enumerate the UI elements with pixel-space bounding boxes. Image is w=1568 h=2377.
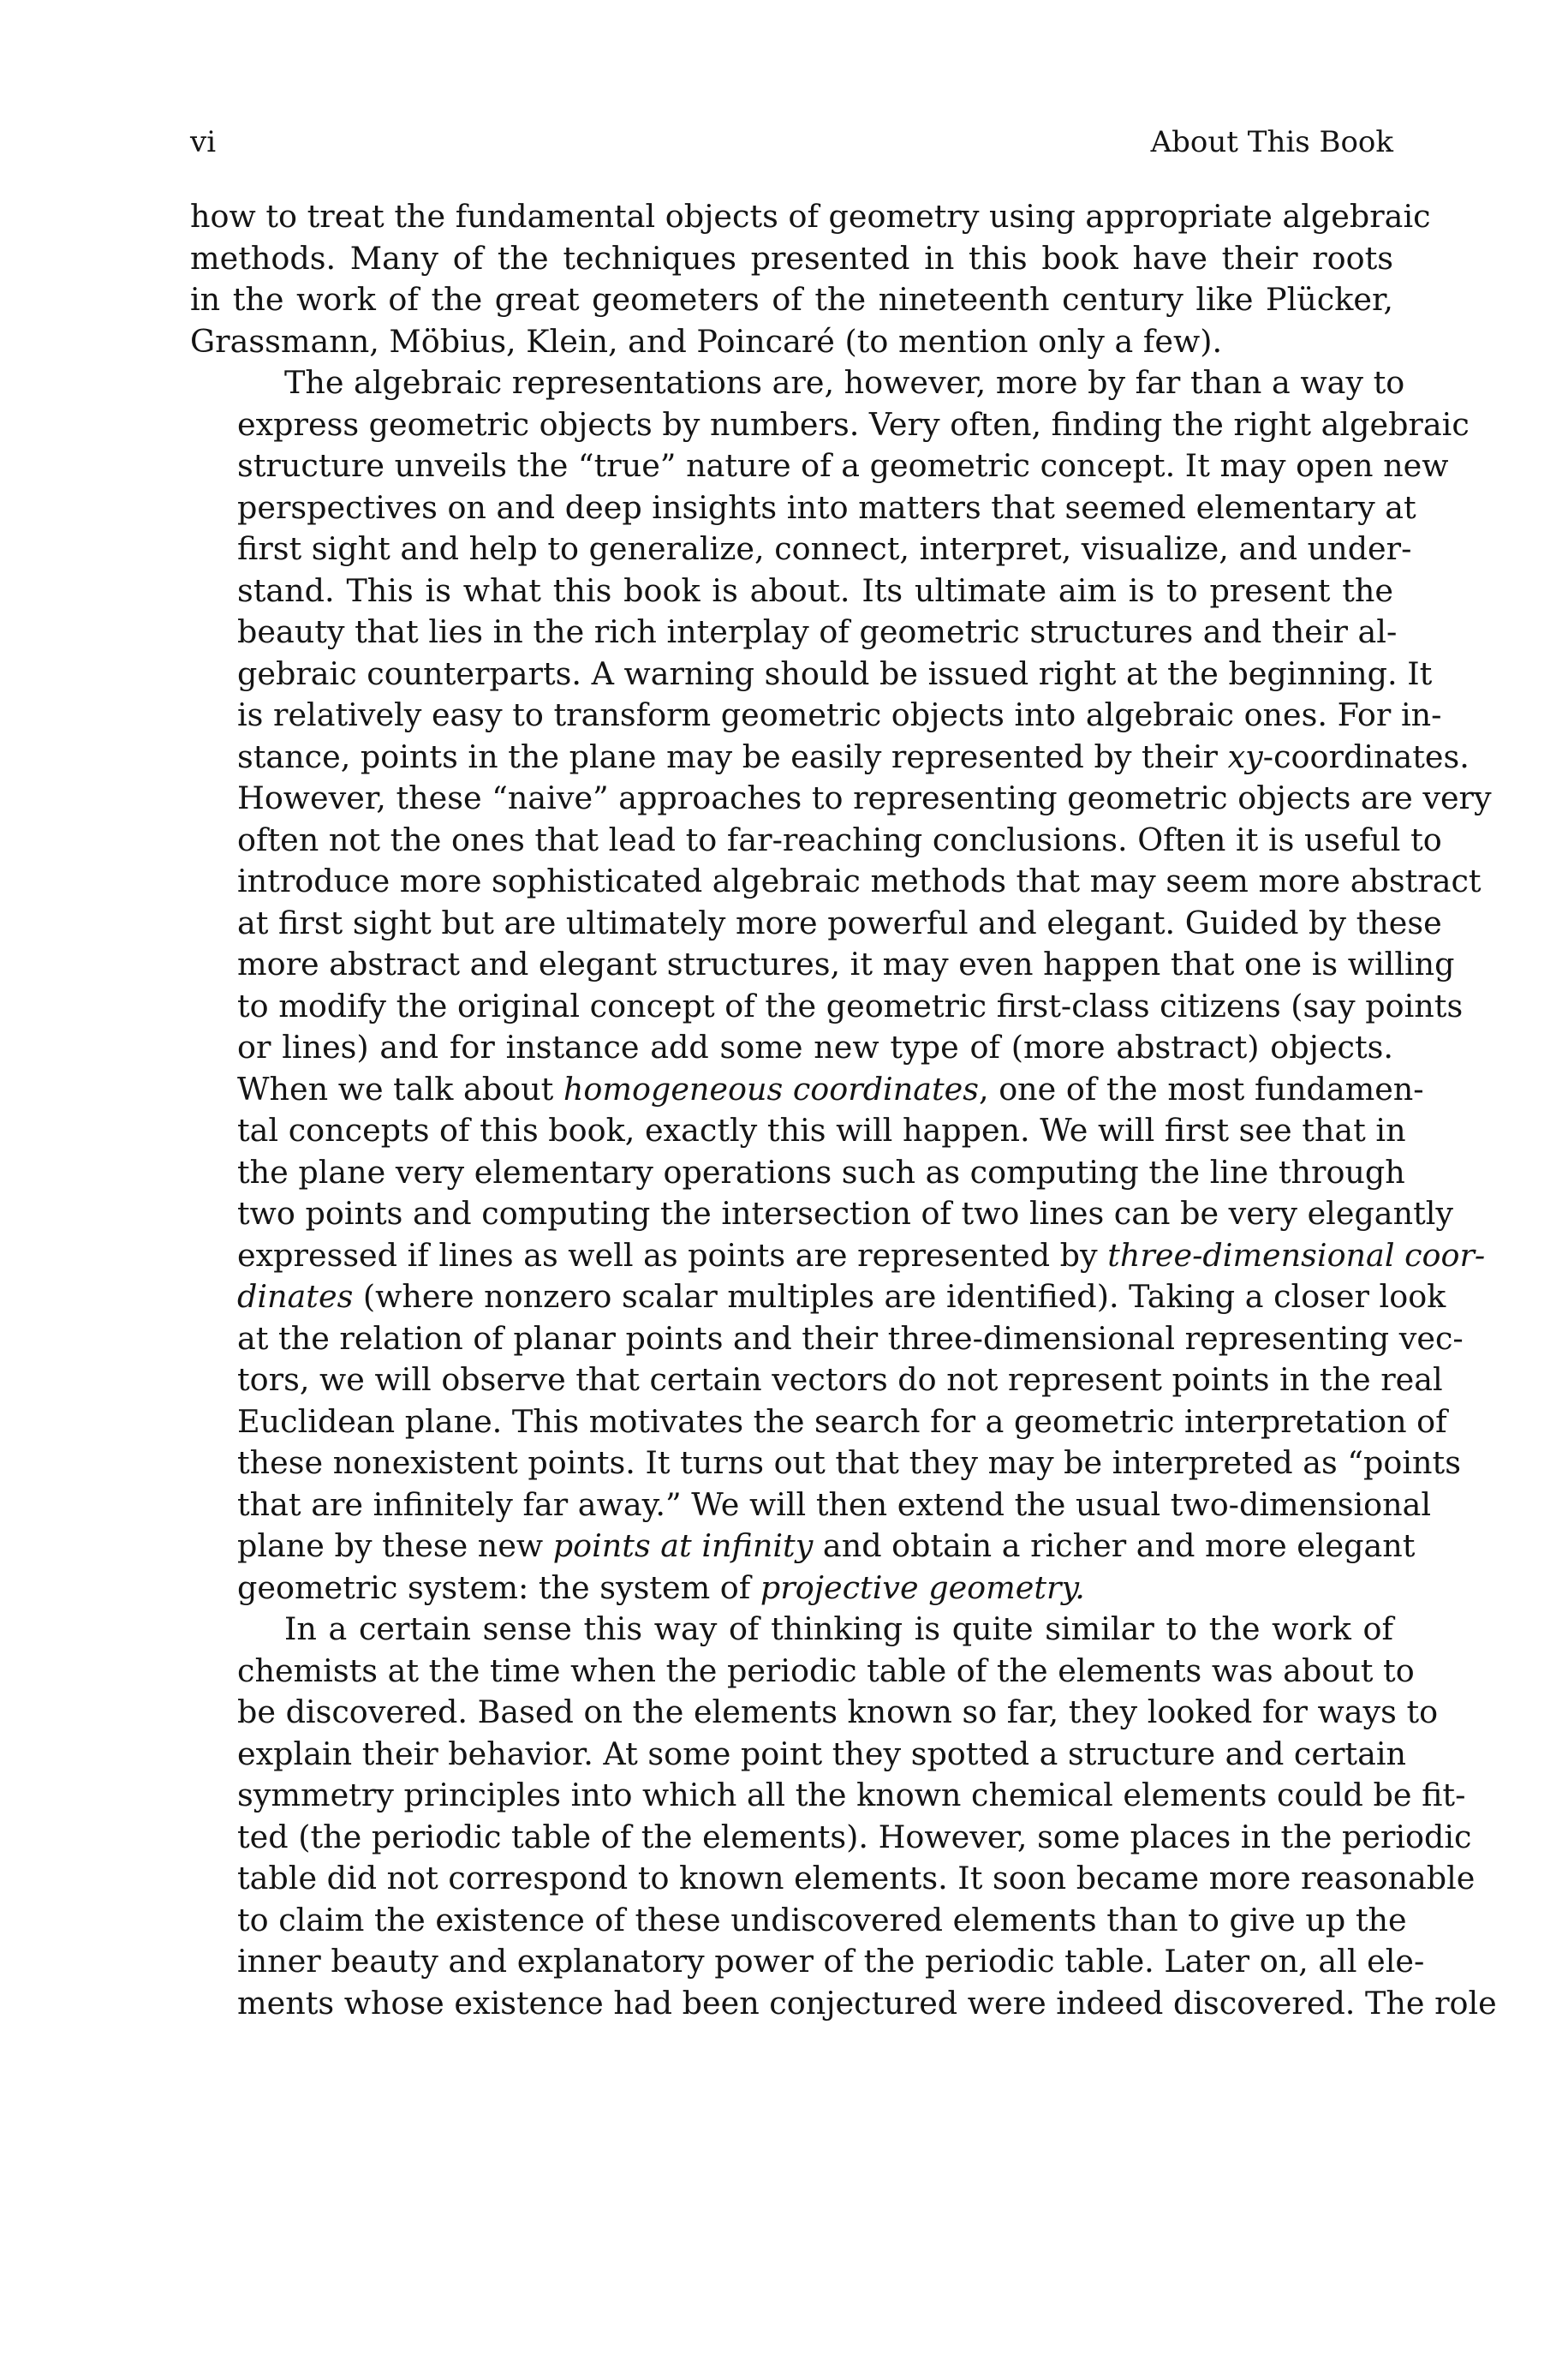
text-line: geometric system: the system of projective geometry. xyxy=(237,1568,1085,1606)
text-line: introduce more sophisticated algebraic methods that may seem more abstract xyxy=(237,863,1482,899)
text-line: perspectives on and deep insights into matters that seemed elementary at xyxy=(237,488,1416,526)
text-line: Euclidean plane. This motivates the search for a geometric interpretation of xyxy=(237,1402,1447,1440)
text-line: structure unveils the “true” nature of a geometric concept. It may open new xyxy=(237,447,1449,484)
text-line: However, these “naive” approaches to representing geometric objects are very xyxy=(237,779,1492,816)
text-line: express geometric objects by numbers. Very often, finding the right algebraic xyxy=(237,405,1470,443)
running-header xyxy=(190,120,1393,171)
text-line: plane by these new points at infinity and obtain a richer and more elegant xyxy=(237,1527,1416,1564)
text-line: tors, we will observe that certain vectors do not represent points in the real xyxy=(237,1361,1443,1398)
text-line: or lines) and for instance add some new type of (more abstract) objects. xyxy=(237,1029,1393,1066)
text-line: to claim the existence of these undiscovered elements than to give up the xyxy=(237,1901,1407,1938)
paragraph-2 xyxy=(190,362,1492,1609)
text-line: at first sight but are ultimately more powerful and elegant. Guided by these xyxy=(237,904,1442,941)
text-line: is relatively easy to transform geometric objects into algebraic ones. For in- xyxy=(237,696,1442,733)
text-line: to modify the original concept of the geometric first-class citizens (say points xyxy=(237,987,1464,1024)
text-line: that are infinitely far away.” We will then extend the usual two-dimensional xyxy=(237,1485,1432,1523)
text-line: ments whose existence had been conjectured were indeed discovered. The role xyxy=(237,1984,1497,2022)
text-line: how to treat the fundamental objects of geometry using appropriate algebraic xyxy=(190,198,1431,235)
text-line: the plane very elementary operations such as computing the line through xyxy=(237,1153,1405,1191)
text-line: The algebraic representations are, however, more by far than a way to xyxy=(284,364,1405,401)
paragraph-3 xyxy=(190,1609,1497,2024)
text-line: stance, points in the plane may be easily represented by their xy-coordinates. xyxy=(237,738,1470,775)
running-head-title: About This Book xyxy=(1150,125,1393,159)
text-line: two points and computing the intersection of two lines can be very elegantly xyxy=(237,1195,1454,1232)
text-line: expressed if lines as well as points are represented by three-dimensional coor- xyxy=(237,1236,1486,1274)
text-line: inner beauty and explanatory power of the periodic table. Later on, all ele- xyxy=(237,1943,1425,1980)
text-line: be discovered. Based on the elements known so far, they looked for ways to xyxy=(237,1693,1439,1730)
text-line: tal concepts of this book, exactly this will happen. We will first see that in xyxy=(237,1112,1406,1149)
text-line: Grassmann, Möbius, Klein, and Poincaré (to mention only a few). xyxy=(190,322,1223,360)
text-line: at the relation of planar points and their three-dimensional representing vec- xyxy=(237,1319,1464,1357)
text-line: often not the ones that lead to far-reaching conclusions. Often it is useful to xyxy=(237,821,1442,858)
text-line: table did not correspond to known elements. It soon became more reasonable xyxy=(237,1860,1476,1896)
text-line: chemists at the time when the periodic table of the elements was about to xyxy=(237,1651,1415,1689)
text-line: When we talk about homogeneous coordinates, one of the most fundamen- xyxy=(237,1070,1424,1108)
text-line: first sight and help to generalize, connect, interpret, visualize, and under- xyxy=(237,530,1412,567)
text-line: more abstract and elegant structures, it may even happen that one is willing xyxy=(237,946,1455,982)
body-text xyxy=(190,196,1497,2024)
text-line: gebraic counterparts. A warning should be issued right at the beginning. It xyxy=(237,654,1433,692)
text-line: these nonexistent points. It turns out that they may be interpreted as “points xyxy=(237,1444,1461,1481)
text-line: stand. This is what this book is about. Its ultimate aim is to present the xyxy=(237,571,1393,609)
page-number: vi xyxy=(190,125,217,159)
text-line: methods. Many of the techniques presented in this book have their roots xyxy=(190,239,1393,277)
paragraph-1 xyxy=(190,196,1431,362)
text-line: In a certain sense this way of thinking is quite similar to the work of xyxy=(284,1610,1393,1647)
text-line: dinates (where nonzero scalar multiples are identified). Taking a closer look xyxy=(237,1278,1446,1315)
text-line: symmetry principles into which all the known chemical elements could be fit- xyxy=(237,1777,1466,1813)
text-line: beauty that lies in the rich interplay of geometric structures and their al- xyxy=(237,613,1398,650)
text-line: explain their behavior. At some point they spotted a structure and certain xyxy=(237,1735,1407,1772)
text-line: ted (the periodic table of the elements). However, some places in the periodic xyxy=(237,1818,1472,1855)
text-line: in the work of the great geometers of the nineteenth century like Plücker, xyxy=(190,281,1393,318)
